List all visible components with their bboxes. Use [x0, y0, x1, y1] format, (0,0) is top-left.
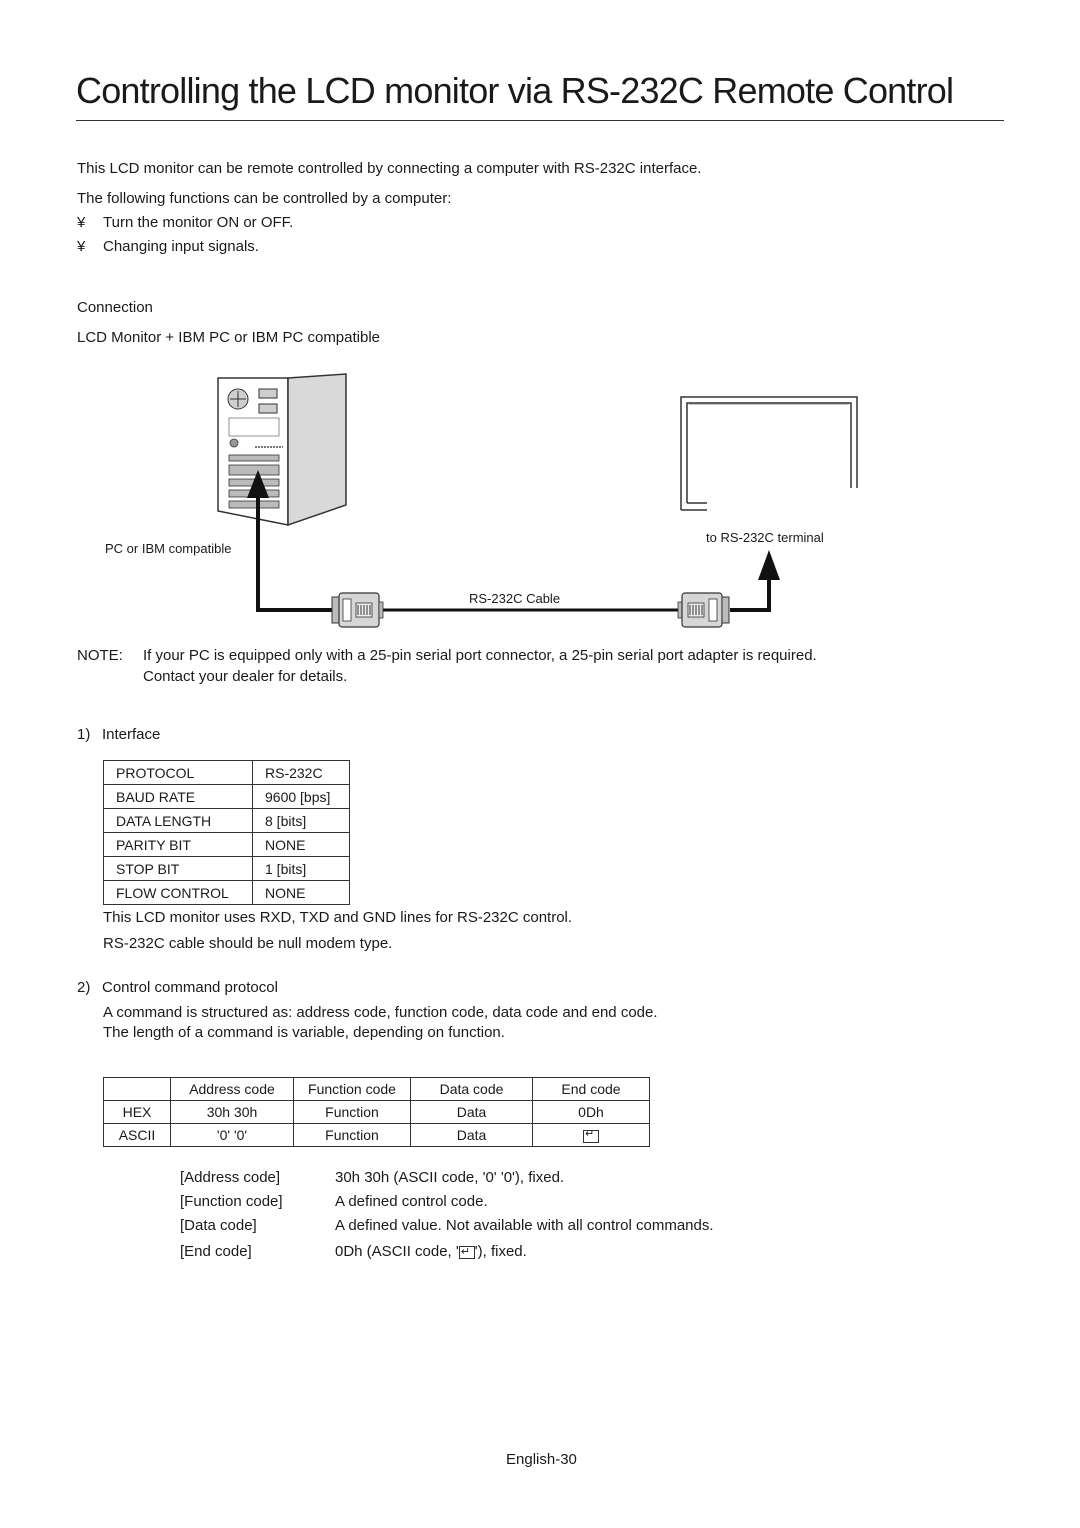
definition-desc: 30h 30h (ASCII code, '0' '0'), fixed.	[335, 1169, 565, 1186]
table-cell: Function	[294, 1124, 411, 1147]
bullet-item	[77, 238, 259, 256]
note-label: NOTE:	[77, 647, 123, 664]
table-row	[104, 881, 350, 905]
protocol-description-2: The length of a command is variable, depending on function.	[103, 1024, 505, 1041]
definition-term: [End code]	[180, 1243, 252, 1260]
definition-desc: A defined value. Not available with all control commands.	[335, 1217, 714, 1234]
table-key: PARITY BIT	[104, 833, 253, 857]
section-number: 2)	[77, 979, 91, 996]
note-line-2: Contact your dealer for details.	[143, 668, 348, 685]
table-cell: '0' '0'	[171, 1124, 294, 1147]
section-number: 1)	[77, 726, 91, 743]
bullet-mark: ¥	[77, 238, 86, 255]
db9-connector-left	[332, 593, 383, 627]
table-header-row	[104, 1078, 650, 1101]
table-row	[104, 809, 350, 833]
command-structure-table	[103, 1077, 650, 1147]
bullet-text: Changing input signals.	[103, 238, 259, 255]
intro-text: This LCD monitor can be remote controlled by connecting a computer with RS-232C interface.	[77, 160, 702, 177]
table-key: FLOW CONTROL	[104, 881, 253, 905]
table-key: PROTOCOL	[104, 761, 253, 785]
table-cell: 30h 30h	[171, 1101, 294, 1124]
interface-note-1: This LCD monitor uses RXD, TXD and GND lines for RS-232C control.	[103, 909, 573, 926]
table-header-cell: Function code	[294, 1078, 411, 1101]
table-value: 8 [bits]	[253, 809, 350, 833]
interface-heading	[77, 726, 160, 744]
table-row	[104, 785, 350, 809]
db9-connector-right	[678, 593, 729, 627]
table-header-cell: End code	[533, 1078, 650, 1101]
definition-desc-part: 0Dh (ASCII code, '	[335, 1243, 459, 1260]
definition-term: [Address code]	[180, 1169, 281, 1186]
table-header-cell: Address code	[171, 1078, 294, 1101]
table-key: DATA LENGTH	[104, 809, 253, 833]
table-cell: HEX	[104, 1101, 171, 1124]
protocol-description-1: A command is structured as: address code, function code, data code and end code.	[103, 1004, 658, 1021]
page-title: Controlling the LCD monitor via RS-232C Remote Control	[76, 70, 954, 111]
page-number: English-30	[506, 1451, 577, 1468]
table-row	[104, 1101, 650, 1124]
definition-term: [Data code]	[180, 1217, 257, 1234]
table-value: RS-232C	[253, 761, 350, 785]
definition-desc-part: '), fixed.	[474, 1243, 527, 1260]
lcd-monitor-illustration	[681, 397, 857, 510]
connection-subheading: LCD Monitor + IBM PC or IBM PC compatible	[77, 329, 381, 346]
table-cell: Data	[411, 1124, 533, 1147]
table-cell: 0Dh	[533, 1101, 650, 1124]
bullet-item	[77, 214, 293, 232]
section-title: Control command protocol	[102, 979, 278, 996]
return-key-icon	[459, 1246, 475, 1259]
connection-heading: Connection	[77, 299, 153, 316]
table-value: NONE	[253, 881, 350, 905]
definition-desc: A defined control code.	[335, 1193, 488, 1210]
table-key: STOP BIT	[104, 857, 253, 881]
note-paragraph	[77, 647, 817, 665]
protocol-heading	[77, 979, 278, 997]
interface-table	[103, 760, 350, 905]
table-row	[104, 833, 350, 857]
table-header-cell	[104, 1078, 171, 1101]
title-rule	[76, 120, 1004, 121]
bullet-mark: ¥	[77, 214, 86, 231]
table-cell: ASCII	[104, 1124, 171, 1147]
terminal-label: to RS-232C terminal	[706, 530, 824, 545]
table-row	[104, 857, 350, 881]
table-cell: Function	[294, 1101, 411, 1124]
functions-heading: The following functions can be controlled by a computer:	[77, 190, 452, 207]
table-row	[104, 761, 350, 785]
section-title: Interface	[102, 726, 161, 743]
note-line-1: If your PC is equipped only with a 25-pin serial port connector, a 25-pin serial port adapter is required.	[143, 647, 817, 664]
definition-desc	[335, 1243, 527, 1261]
definition-term: [Function code]	[180, 1193, 283, 1210]
table-cell	[533, 1124, 650, 1147]
bullet-text: Turn the monitor ON or OFF.	[103, 214, 294, 231]
table-header-cell: Data code	[411, 1078, 533, 1101]
table-key: BAUD RATE	[104, 785, 253, 809]
return-key-icon	[583, 1130, 599, 1143]
table-cell: Data	[411, 1101, 533, 1124]
table-value: 9600 [bps]	[253, 785, 350, 809]
pc-label: PC or IBM compatible	[105, 541, 232, 556]
table-row	[104, 1124, 650, 1147]
pc-tower-illustration	[218, 374, 346, 525]
interface-note-2: RS-232C cable should be null modem type.	[103, 935, 393, 952]
table-value: NONE	[253, 833, 350, 857]
cable-label: RS-232C Cable	[469, 591, 561, 606]
table-value: 1 [bits]	[253, 857, 350, 881]
